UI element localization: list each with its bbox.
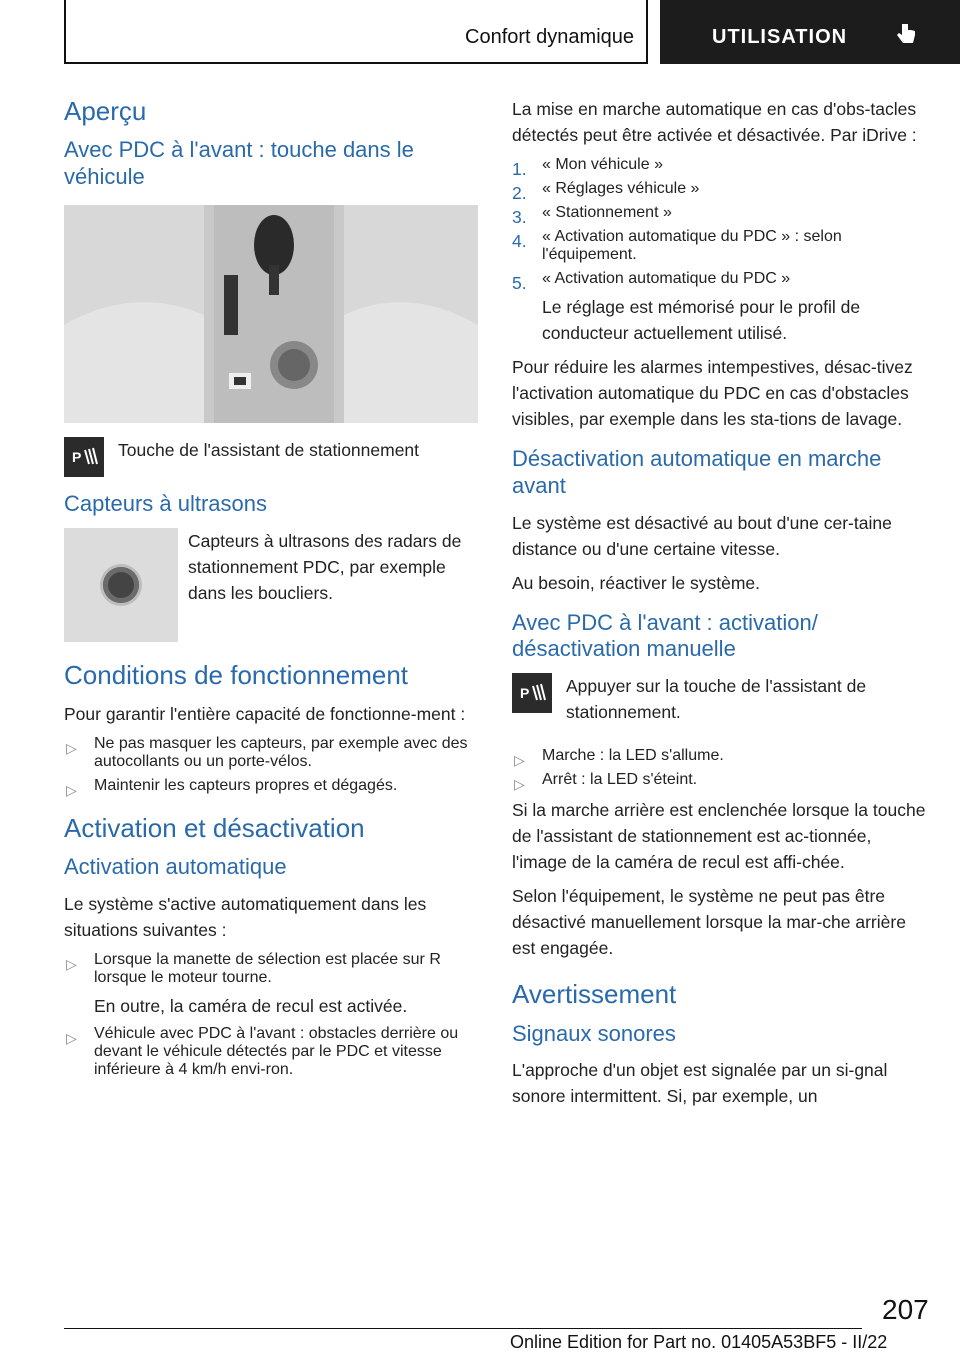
touche-caption: Touche de l'assistant de stationnement (118, 439, 420, 460)
step5-note: Le réglage est mémorisé pour le profil de conducteur actuellement utilisé. (542, 297, 861, 343)
svg-text:P: P (72, 448, 82, 465)
activation-note: En outre, la caméra de recul est activée. (94, 995, 408, 1016)
triangle-bullet-icon: ▷ (514, 776, 525, 793)
marche-arriere-text: Si la marche arrière est enclenchée lorsque la touche de l'assistant de stationnement est ac‐tionnée, l'image de la caméra de recul est affi‐chée. (512, 800, 926, 873)
heading-pdc-avant-touche: Avec PDC à l'avant : touche dans le véhicule (64, 137, 414, 190)
list-item: ▷ Marche : la LED s'allume. (512, 747, 926, 765)
parking-assistant-icon (512, 673, 552, 713)
desact-text1: Le système est désactivé au bout d'une cer‐taine distance ou d'une certaine vitesse. (512, 512, 892, 559)
activation-list (64, 951, 478, 1079)
triangle-bullet-icon: ▷ (66, 781, 77, 798)
page-number: 207 (882, 1294, 929, 1325)
section-title: Confort dynamique (465, 26, 634, 48)
reduce-text: Pour réduire les alarmes intempestives, désac‐tivez l'activation automatique du PDC en cas d'obstacles visibles, par exemple dans les sta‐tions de lavage. (512, 357, 913, 429)
equipement-text: Selon l'équipement, le système ne peut pas être désactivé manuellement lorsque la mar‐che arrière est engagée. (512, 886, 906, 959)
heading-signaux: Signaux sonores (512, 1020, 676, 1046)
manuelle-caption: Appuyer sur la touche de l'assistant de stationnement. (566, 676, 867, 723)
heading-conditions: Conditions de fonctionnement (64, 659, 409, 690)
triangle-bullet-icon: ▷ (514, 752, 525, 769)
manuelle-caption-row (512, 673, 926, 733)
chapter-label: UTILISATION (712, 26, 848, 48)
edition-footer: Online Edition for Part no. 01405A53BF5 - II/22 (510, 1332, 888, 1352)
signaux-text: L'approche d'un objet est signalée par un si‐gnal sonore intermittent. Si, par exemple, un (512, 1060, 888, 1107)
triangle-bullet-icon: ▷ (66, 739, 77, 756)
touche-caption-row (64, 437, 478, 477)
heading-activation-auto: Activation automatique (64, 854, 287, 880)
heading-apercu: Aperçu (64, 96, 147, 126)
chapter-tab[interactable] (660, 0, 960, 64)
heading-capteurs: Capteurs à ultrasons (64, 490, 267, 516)
heading-manuelle: Avec PDC à l'avant : activation/ désactivation manuelle (512, 609, 818, 662)
step-item: 1. « Mon véhicule » (512, 156, 663, 179)
step-item: 3. « Stationnement » (512, 204, 672, 227)
manuelle-list (512, 747, 926, 793)
conditions-intro: Pour garantir l'entière capacité de fonctionne‐ment : (64, 703, 466, 724)
triangle-bullet-icon: ▷ (66, 955, 77, 972)
desact-text2: Au besoin, réactiver le système. (512, 572, 761, 593)
activation-intro: Le système s'active automatiquement dans les situations suivantes : (64, 893, 427, 940)
step-item: 5. « Activation automatique du PDC » Le réglage est mémorisé pour le profil de conducteur actuellement utilisé. (512, 270, 926, 346)
svg-text:P: P (520, 685, 530, 702)
step-item: 2. « Réglages véhicule » (512, 180, 700, 203)
list-item: ▷ Véhicule avec PDC à l'avant : obstacles derrière ou devant le véhicule détectés par le PDC et vitesse inférieure à 4 km/h envi‐ron. (66, 1024, 459, 1078)
right-column (512, 96, 926, 1117)
triangle-bullet-icon: ▷ (66, 1029, 77, 1046)
list-item: ▷ Lorsque la manette de sélection est placée sur R lorsque le moteur tourne. En outre, la caméra de recul est activée. (64, 951, 478, 1019)
heading-desactivation-auto: Désactivation automatique en marche avant (512, 446, 882, 498)
list-item: ▷ Arrêt : la LED s'éteint. (512, 771, 926, 789)
center-console-photo (64, 205, 478, 423)
footer-divider (64, 1328, 862, 1329)
idrive-steps (512, 156, 926, 346)
left-column (64, 96, 478, 1087)
list-item: ▷ Maintenir les capteurs propres et dégagés. (64, 777, 478, 795)
idrive-intro: La mise en marche automatique en cas d'obs‐tacles détectés peut être activée et désactivée. Par iDrive : (512, 99, 917, 145)
capteurs-row (64, 528, 478, 642)
step-item: 4. « Activation automatique du PDC » : selon l'équipement. (512, 228, 842, 263)
list-item: ▷ Ne pas masquer les capteurs, par exemple avec des autocollants ou un porte-vélos. (66, 734, 468, 770)
capteurs-text: Capteurs à ultrasons des radars de stationnement PDC, par exemple dans les boucliers. (188, 530, 462, 603)
hand-pointer-icon (894, 22, 918, 48)
heading-activation: Activation et désactivation (64, 812, 365, 843)
heading-avertissement: Avertissement (512, 979, 677, 1010)
ultrasonic-sensor-photo (64, 528, 178, 642)
parking-assistant-icon (64, 437, 104, 477)
conditions-list (64, 734, 478, 798)
